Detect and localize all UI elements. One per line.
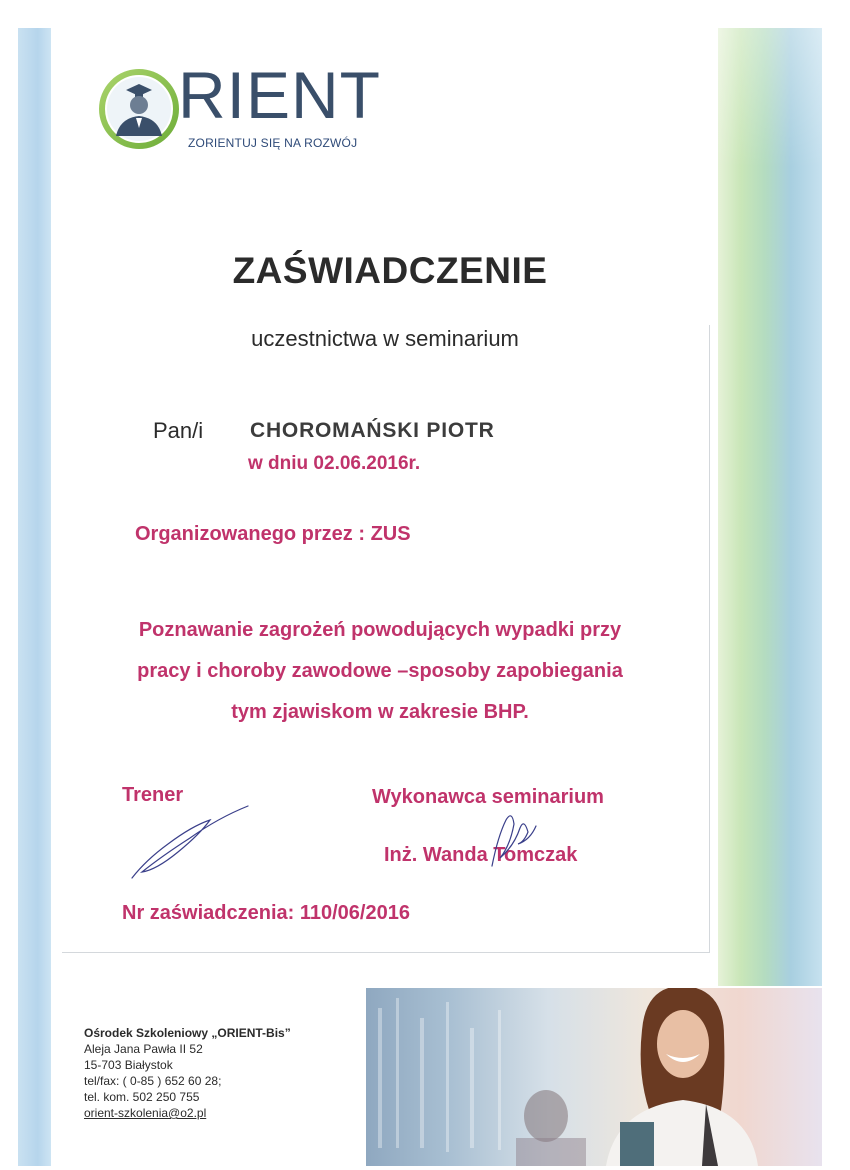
logo-wordmark: RIENT [178,58,381,132]
right-decorative-band [718,28,822,986]
footer-email-link[interactable]: orient-szkolenia@o2.pl [84,1106,207,1120]
left-decorative-band [18,28,51,1166]
footer-address-city: 15-703 Białystok [84,1058,173,1072]
trainer-label: Trener [122,784,184,806]
orient-logo [98,58,388,156]
footer-contact [84,1025,291,1121]
photo-illustration [366,988,822,1166]
seminar-topic [60,610,700,733]
organizer-line: Organizowanego przez : ZUS [135,523,411,545]
participant-label: Pan/i [153,418,204,443]
frame-line-right [709,325,710,953]
logo-tagline: ZORIENTUJ SIĘ NA ROZWÓJ [188,136,358,150]
frame-line-bottom [62,952,710,953]
executor-signature [484,806,544,872]
student-photo [366,988,822,1166]
trainer-signature [118,800,258,884]
footer-org-name: Ośrodek Szkoleniowy „ORIENT-Bis” [84,1026,291,1040]
certificate-title: ZAŚWIADCZENIE [232,250,548,291]
executor-name: Inż. Wanda Tomczak [384,844,578,866]
topic-line: tym zjawiskom w zakresie BHP. [231,701,529,723]
certificate-number: Nr zaświadczenia: 110/06/2016 [122,902,410,924]
topic-line: pracy i choroby zawodowe –sposoby zapobiegania [137,660,623,682]
footer-mobile: tel. kom. 502 250 755 [84,1090,200,1104]
footer-address-street: Aleja Jana Pawła II 52 [84,1042,203,1056]
participant-name: CHOROMAŃSKI PIOTR [250,419,495,442]
footer-phone-fax: tel/fax: ( 0-85 ) 652 60 28; [84,1074,222,1088]
certificate-subtitle: uczestnictwa w seminarium [251,326,519,351]
seminar-date: w dniu 02.06.2016r. [248,453,421,474]
topic-line: Poznawanie zagrożeń powodujących wypadki przy [138,619,622,641]
logo-graduate-icon [98,68,180,150]
executor-label: Wykonawca seminarium [372,786,604,808]
